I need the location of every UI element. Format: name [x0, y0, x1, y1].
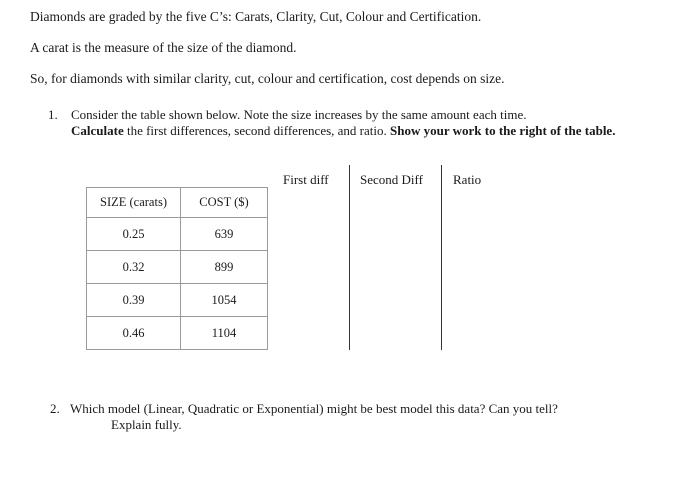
cost-cell: 639 — [181, 218, 268, 251]
column-header-size: SIZE (carats) — [87, 188, 181, 218]
table-header-row — [87, 188, 268, 218]
show-work-bold: Show your work to the right of the table. — [390, 123, 616, 138]
divider-second-ratio — [441, 165, 442, 350]
question-2-text-line-2: Explain fully. — [111, 417, 182, 432]
table-row — [87, 317, 268, 350]
question-1-number: 1. — [48, 107, 58, 122]
question-1-instructions — [71, 123, 615, 139]
intro-line-1: Diamonds are graded by the five C’s: Carats, Clarity, Cut, Colour and Certification. — [30, 9, 482, 24]
divider-first-second — [349, 165, 350, 350]
question-2-text: Which model (Linear, Quadratic or Exponential) might be best model this data? Can you tell? — [70, 401, 558, 416]
size-cell: 0.25 — [87, 218, 181, 251]
table-row — [87, 251, 268, 284]
calculate-bold: Calculate — [71, 123, 124, 138]
size-cell: 0.39 — [87, 284, 181, 317]
cost-cell: 899 — [181, 251, 268, 284]
size-cell: 0.32 — [87, 251, 181, 284]
header-ratio: Ratio — [453, 172, 482, 187]
cost-cell: 1104 — [181, 317, 268, 350]
intro-line-3: So, for diamonds with similar clarity, cut, colour and certification, cost depends on size. — [30, 71, 505, 86]
size-cell: 0.46 — [87, 317, 181, 350]
question-2-number: 2. — [50, 401, 60, 416]
table-row — [87, 284, 268, 317]
diamond-data-table — [86, 187, 268, 350]
cost-cell: 1054 — [181, 284, 268, 317]
column-header-cost: COST ($) — [181, 188, 268, 218]
intro-line-2: A carat is the measure of the size of the diamond. — [30, 40, 297, 55]
question-1-text: Consider the table shown below. Note the size increases by the same amount each time. — [71, 107, 527, 122]
header-second-diff: Second Diff — [360, 172, 423, 187]
table-row — [87, 218, 268, 251]
header-first-diff: First diff — [283, 172, 329, 187]
instructions-middle: the first differences, second differences, and ratio. — [123, 123, 390, 138]
